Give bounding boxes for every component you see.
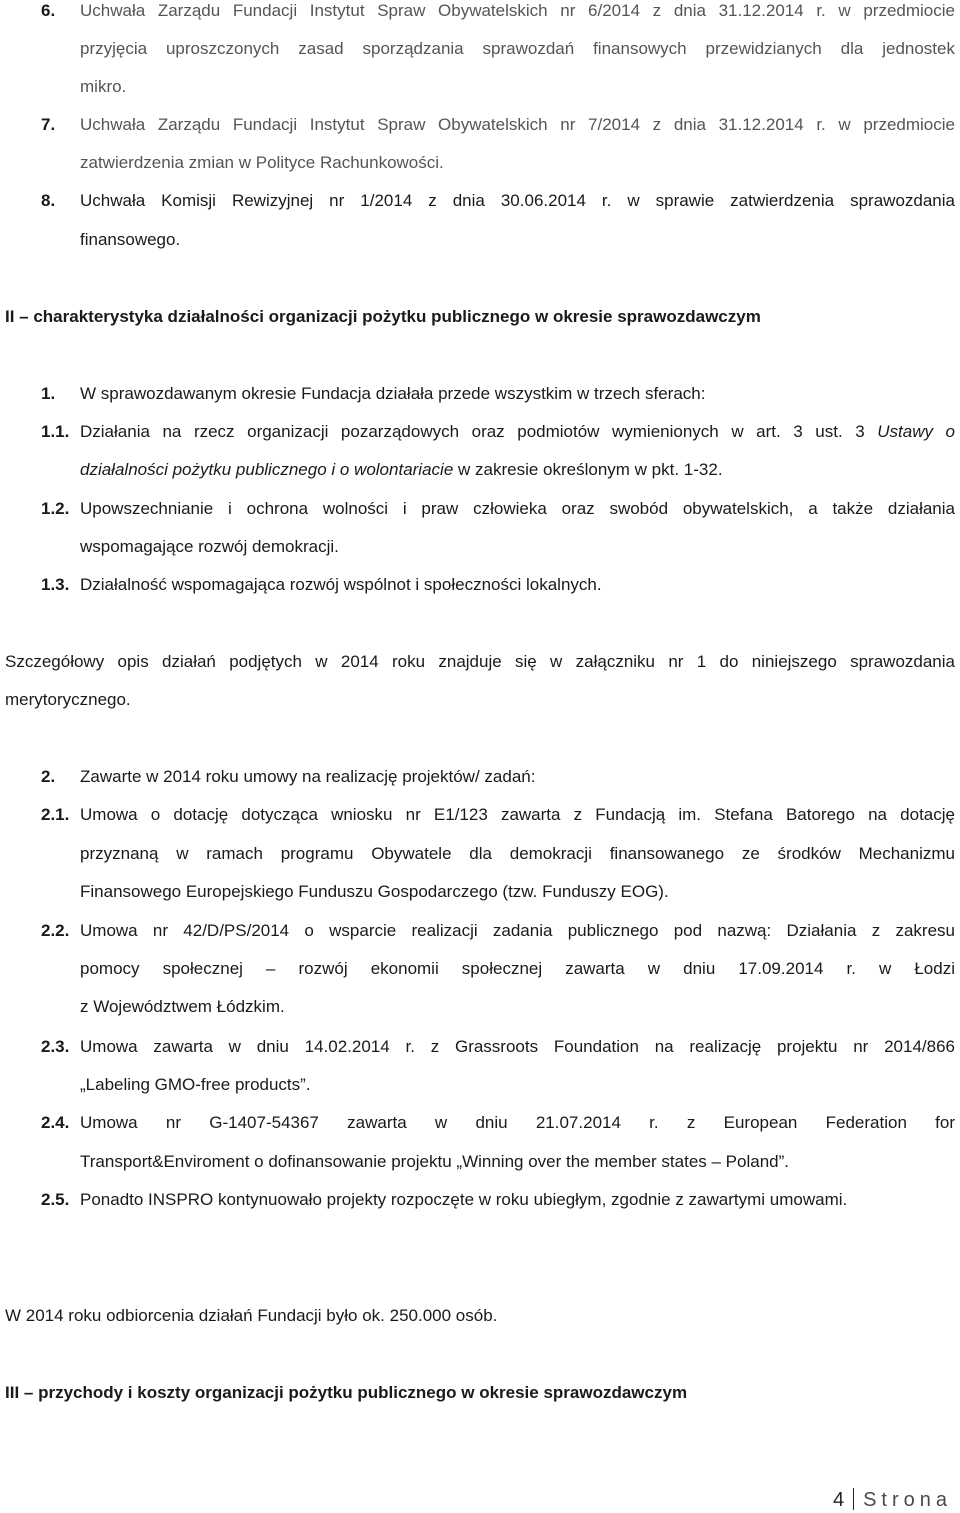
- section-2-heading: II – charakterystyka działalności organizacji pożytku publicznego w okresie sprawozdawczym: [5, 307, 761, 326]
- subpoint-1-1-italic-b: działalności pożytku publicznego i o wolontariacie: [80, 460, 454, 479]
- list-item-6-line2: przyjęcia uproszczonych zasad sporządzania sprawozdań finansowych przewidzianych dla jednostek: [80, 39, 955, 58]
- subpoint-2-4-num: 2.4.: [41, 1113, 70, 1132]
- subpoint-2-1-line1: Umowa o dotację dotycząca wniosku nr E1/123 zawarta z Fundacją im. Stefana Batorego na dotację: [80, 805, 955, 824]
- page-footer: [833, 1488, 952, 1512]
- section-3-heading: III – przychody i koszty organizacji pożytku publicznego w okresie sprawozdawczym: [5, 1383, 688, 1402]
- subpoint-2-2-line2: pomocy społecznej – rozwój ekonomii społecznej zawarta w dniu 17.09.2014 r. w Łodzi: [80, 959, 955, 978]
- subpoint-1-1-text-a: Działania na rzecz organizacji pozarządowych oraz podmiotów wymienionych w art. 3 ust. 3: [80, 422, 878, 441]
- subpoint-1-2-num: 1.2.: [41, 499, 70, 518]
- subpoint-1-3-num: 1.3.: [41, 575, 70, 594]
- detail-paragraph-line2: merytorycznego.: [5, 690, 131, 709]
- list-item-6-line1: Uchwała Zarządu Fundacji Instytut Spraw Obywatelskich nr 6/2014 z dnia 31.12.2014 r. w przedmiocie: [80, 1, 955, 20]
- list-item-6-line3: mikro.: [80, 77, 127, 96]
- subpoint-2-3-num: 2.3.: [41, 1037, 70, 1056]
- subpoint-2-1-line3: Finansowego Europejskiego Funduszu Gospodarczego (tzw. Funduszy EOG).: [80, 882, 669, 901]
- subpoint-1-2-line2: wspomagające rozwój demokracji.: [80, 537, 339, 556]
- subpoint-1-1-line2: [80, 459, 723, 481]
- point-1-text: W sprawozdawanym okresie Fundacja działała przede wszystkim w trzech sferach:: [80, 384, 706, 403]
- list-num-7: 7.: [41, 115, 56, 134]
- subpoint-2-2-line3: z Województwem Łódzkim.: [80, 997, 285, 1016]
- subpoint-2-4-line1: Umowa nr G-1407-54367 zawarta w dniu 21.07.2014 r. z European Federation for: [80, 1113, 955, 1132]
- list-num-6: 6.: [41, 1, 56, 20]
- subpoint-1-1-text-b: w zakresie określonym w pkt. 1-32.: [453, 460, 723, 479]
- point-2-text: Zawarte w 2014 roku umowy na realizację projektów/ zadań:: [80, 767, 536, 786]
- subpoint-2-5-num: 2.5.: [41, 1190, 70, 1209]
- list-item-7-line1: Uchwała Zarządu Fundacji Instytut Spraw Obywatelskich nr 7/2014 z dnia 31.12.2014 r. w przedmiocie: [80, 115, 955, 134]
- subpoint-2-3-line2: „Labeling GMO-free products”.: [80, 1075, 311, 1094]
- beneficiaries-sentence: W 2014 roku odbiorcenia działań Fundacji było ok. 250.000 osób.: [5, 1306, 498, 1325]
- subpoint-1-2-line1: Upowszechnianie i ochrona wolności i praw człowieka oraz swobód obywatelskich, a także działania: [80, 499, 955, 518]
- footer-divider: [853, 1488, 854, 1510]
- subpoint-2-5-line1: Ponadto INSPRO kontynuowało projekty rozpoczęte w roku ubiegłym, zgodnie z zawartymi umowami.: [80, 1190, 848, 1209]
- list-item-8-line1: Uchwała Komisji Rewizyjnej nr 1/2014 z dnia 30.06.2014 r. w sprawie zatwierdzenia sprawozdania: [80, 191, 955, 210]
- subpoint-2-1-line2: przyznaną w ramach programu Obywatele dla demokracji finansowanego ze środków Mechanizmu: [80, 844, 955, 863]
- subpoint-2-4-line2: Transport&Enviroment o dofinansowanie projektu „Winning over the member states – Poland”.: [80, 1152, 790, 1171]
- page-word: Strona: [863, 1489, 952, 1511]
- list-item-8-line2: finansowego.: [80, 230, 181, 249]
- list-item-7-line2: zatwierdzenia zmian w Polityce Rachunkowości.: [80, 153, 444, 172]
- subpoint-2-2-line1: Umowa nr 42/D/PS/2014 o wsparcie realizacji zadania publicznego pod nazwą: Działania z zakresu: [80, 921, 955, 940]
- subpoint-2-1-num: 2.1.: [41, 805, 70, 824]
- point-1-num: 1.: [41, 384, 56, 403]
- subpoint-1-1-italic-a: Ustawy o: [877, 422, 955, 441]
- subpoint-1-3-line1: Działalność wspomagająca rozwój wspólnot i społeczności lokalnych.: [80, 575, 602, 594]
- page-number: 4: [832, 1489, 845, 1511]
- subpoint-2-2-num: 2.2.: [41, 921, 70, 940]
- detail-paragraph-line1: Szczegółowy opis działań podjętych w 2014 roku znajduje się w załączniku nr 1 do niniejszego sprawozdania: [5, 652, 955, 671]
- subpoint-2-3-line1: Umowa zawarta w dniu 14.02.2014 r. z Grassroots Foundation na realizację projektu nr 2014/866: [80, 1037, 955, 1056]
- subpoint-1-1-num: 1.1.: [41, 422, 70, 441]
- list-num-8: 8.: [41, 191, 56, 210]
- point-2-num: 2.: [41, 767, 56, 786]
- subpoint-1-1-line1: [80, 421, 955, 443]
